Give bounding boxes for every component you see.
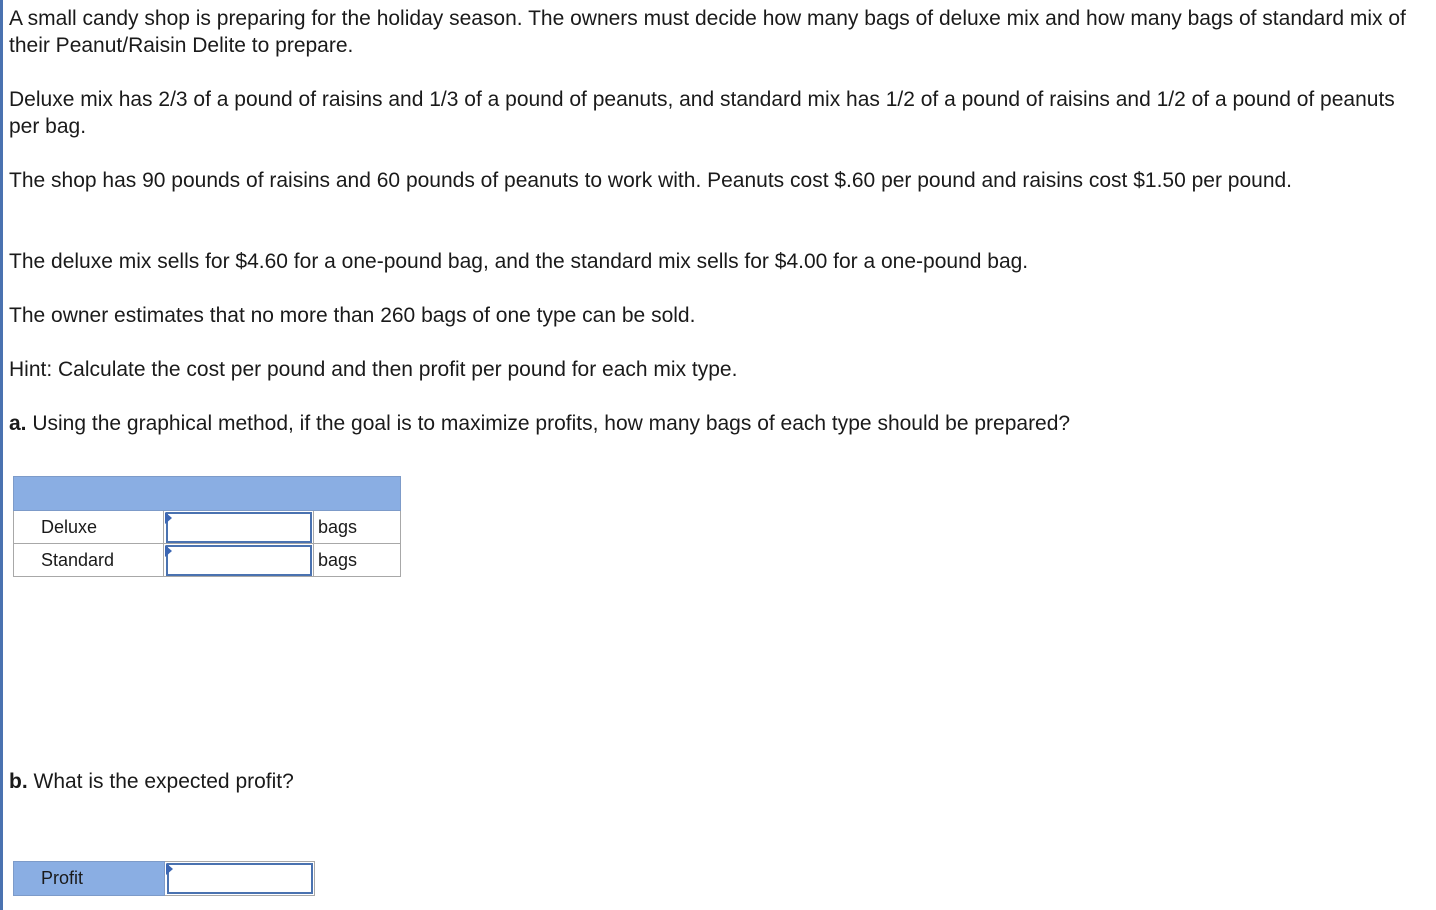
deluxe-bags-input[interactable] — [166, 512, 312, 543]
problem-paragraph-2: Deluxe mix has 2/3 of a pound of raisins and 1/3 of a pound of peanuts, and standard mix has 1/2 of a pound of raisins and 1/2 of a pound of peanuts per bag. — [9, 88, 1395, 138]
answer-table-b — [13, 861, 315, 896]
standard-unit: bags — [314, 544, 401, 577]
answer-table-a — [13, 476, 401, 577]
standard-label: Standard — [14, 544, 164, 577]
problem-paragraph-4: The deluxe mix sells for $4.60 for a one-pound bag, and the standard mix sells for $4.00 for a one-pound bag. — [9, 250, 1029, 273]
question-b-text: What is the expected profit? — [27, 770, 294, 793]
profit-input-cell — [165, 862, 315, 896]
standard-input-cell — [164, 544, 314, 577]
table-row — [14, 511, 401, 544]
deluxe-input-cell — [164, 511, 314, 544]
answer-flag-icon — [166, 863, 173, 875]
table-row — [14, 862, 315, 896]
table-row — [14, 544, 401, 577]
hint-paragraph: Hint: Calculate the cost per pound and then profit per pound for each mix type. — [9, 358, 738, 381]
question-b-prompt — [9, 768, 1429, 795]
answer-flag-icon — [165, 545, 172, 557]
question-a-prompt — [9, 410, 1429, 437]
answer-table-header — [14, 477, 401, 511]
question-b-letter: b. — [9, 770, 28, 793]
question-a-text: Using the graphical method, if the goal is to maximize profits, how many bags of each type should be prepared? — [26, 412, 1071, 435]
question-a-letter: a. — [9, 412, 27, 435]
problem-paragraph-5: The owner estimates that no more than 260 bags of one type can be sold. — [9, 304, 696, 327]
deluxe-unit: bags — [314, 511, 401, 544]
standard-bags-input[interactable] — [166, 545, 312, 576]
problem-paragraph-3: The shop has 90 pounds of raisins and 60 pounds of peanuts to work with. Peanuts cost $.60 per pound and raisins cost $1.50 per pound. — [9, 169, 1293, 192]
answer-flag-icon — [165, 512, 172, 524]
profit-label: Profit — [14, 862, 165, 896]
deluxe-label: Deluxe — [14, 511, 164, 544]
profit-input[interactable] — [167, 863, 313, 894]
problem-paragraph-1: A small candy shop is preparing for the holiday season. The owners must decide how many bags of deluxe mix and how many bags of standard mix of their Peanut/Raisin Delite to prepare. — [9, 7, 1406, 57]
answer-table-header-cell — [14, 477, 401, 511]
